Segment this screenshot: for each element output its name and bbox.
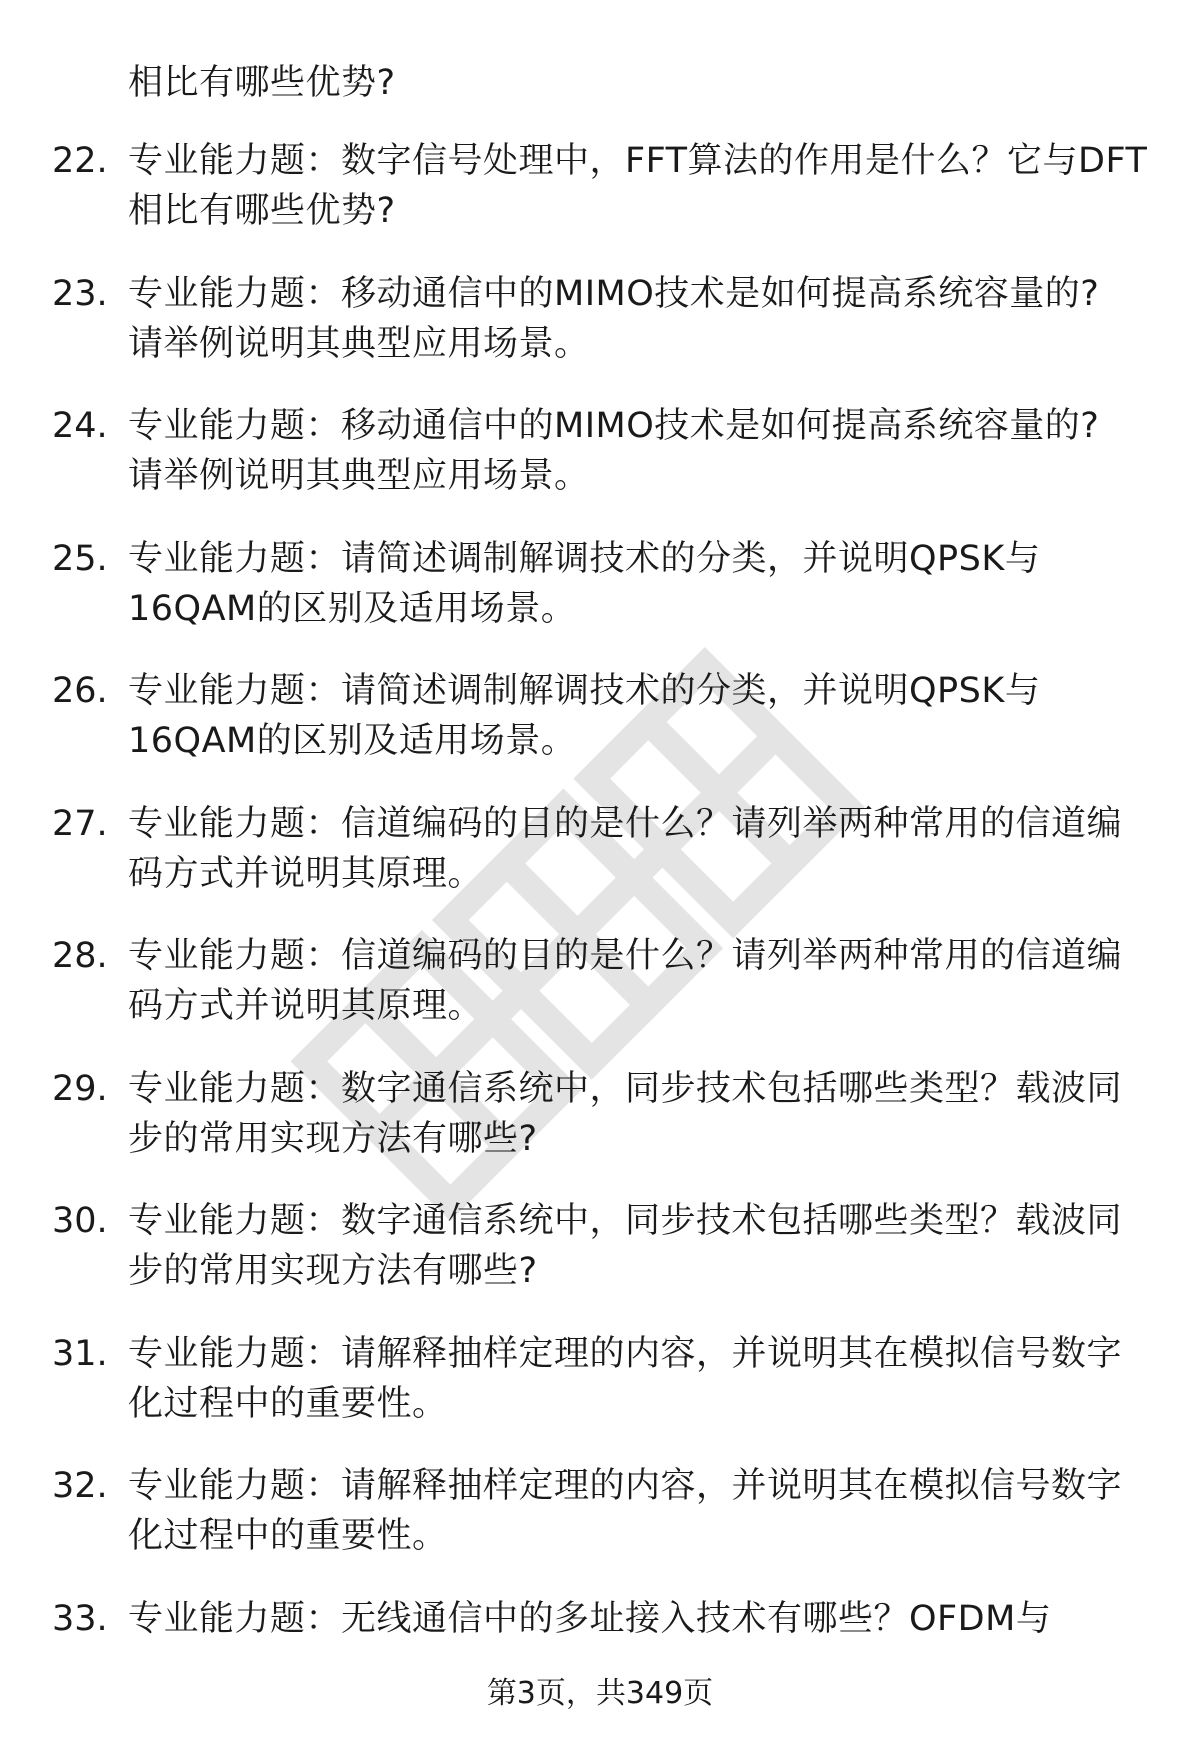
question-number: 26. xyxy=(52,671,108,711)
question-text: 专业能力题：请简述调制解调技术的分类，并说明QPSK与 16QAM的区别及适用场景。 xyxy=(128,671,1041,761)
question-number: 28. xyxy=(52,936,108,976)
question-number: 24. xyxy=(52,406,108,446)
page-footer: 第3页，共349页 xyxy=(486,1676,714,1711)
question-number: 22. xyxy=(52,141,108,181)
question-text: 专业能力题：请简述调制解调技术的分类，并说明QPSK与 16QAM的区别及适用场景。 xyxy=(128,538,1041,629)
question-item xyxy=(0,799,1200,932)
question-text: 专业能力题：数字通信系统中，同步技术包括哪些类型？载波同 步的常用实现方法有哪些? xyxy=(128,1068,1123,1159)
question-number: 31. xyxy=(52,1333,108,1374)
question-item xyxy=(0,136,1200,269)
question-text: 专业能力题：请解释抽样定理的内容，并说明其在模拟信号数字 化过程中的重要性。 xyxy=(128,1333,1123,1424)
question-text: 专业能力题：信道编码的目的是什么？请列举两种常用的信道编 码方式并说明其原理。 xyxy=(128,803,1123,894)
question-number: 30. xyxy=(52,1201,108,1241)
question-list xyxy=(0,136,1200,1726)
question-number: 25. xyxy=(52,538,108,579)
question-text: 专业能力题：数字通信系统中，同步技术包括哪些类型？载波同 步的常用实现方法有哪些? xyxy=(128,1201,1123,1291)
question-item xyxy=(0,666,1200,799)
question-item xyxy=(0,931,1200,1064)
question-item xyxy=(0,269,1200,402)
question-number: 23. xyxy=(52,273,108,314)
question-item xyxy=(0,1461,1200,1594)
question-number: 27. xyxy=(52,803,108,844)
question-text: 专业能力题：移动通信中的MIMO技术是如何提高系统容量的? 请举例说明其典型应用场景。 xyxy=(128,406,1100,496)
question-item xyxy=(0,1329,1200,1462)
question-text: 专业能力题：请解释抽样定理的内容，并说明其在模拟信号数字 化过程中的重要性。 xyxy=(128,1466,1123,1556)
question-item xyxy=(0,401,1200,534)
question-item xyxy=(0,534,1200,667)
question-text: 专业能力题：无线通信中的多址接入技术有哪些？OFDM与 xyxy=(128,1598,1052,1639)
continuation-text: 相比有哪些优势? xyxy=(128,63,396,103)
question-number: 32. xyxy=(52,1466,108,1506)
question-item xyxy=(0,1064,1200,1197)
question-text: 专业能力题：信道编码的目的是什么？请列举两种常用的信道编 码方式并说明其原理。 xyxy=(128,936,1123,1026)
question-number: 29. xyxy=(52,1068,108,1109)
question-text: 专业能力题：数字信号处理中，FFT算法的作用是什么？它与DFT 相比有哪些优势? xyxy=(128,141,1148,231)
question-number: 33. xyxy=(52,1598,108,1639)
question-item xyxy=(0,1196,1200,1329)
question-text: 专业能力题：移动通信中的MIMO技术是如何提高系统容量的? 请举例说明其典型应用场景。 xyxy=(128,273,1100,364)
